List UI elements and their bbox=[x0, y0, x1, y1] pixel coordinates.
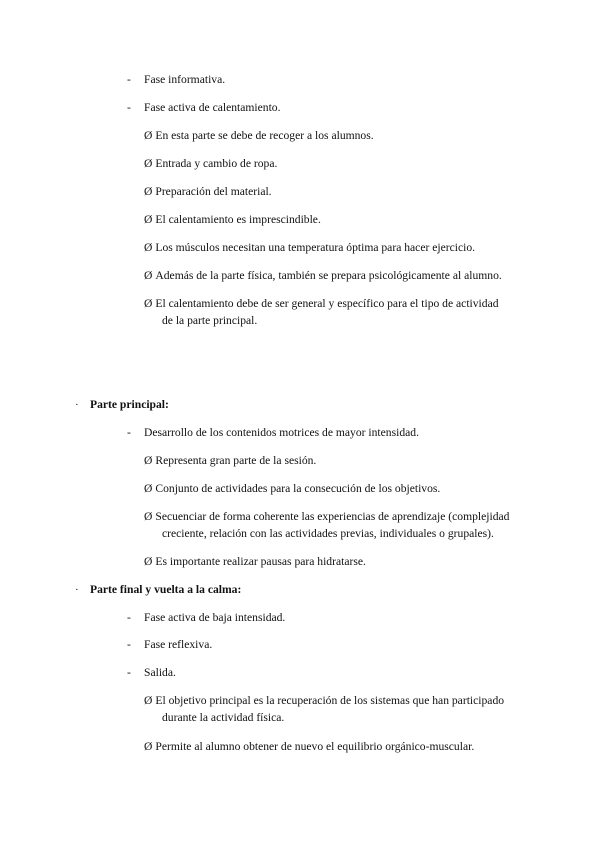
sub-list-item: Ø Permite al alumno obtener de nuevo el equilibrio orgánico-muscular. bbox=[144, 740, 475, 753]
sub-list-item-continuation: de la parte principal. bbox=[162, 314, 258, 327]
sub-list-item: Ø Los músculos necesitan una temperatura óptima para hacer ejercicio. bbox=[144, 241, 476, 254]
sub-list-item-continuation: durante la actividad física. bbox=[162, 711, 285, 724]
sub-list-item: Ø Conjunto de actividades para la consecución de los objetivos. bbox=[144, 482, 441, 495]
list-item: Salida. bbox=[144, 666, 176, 679]
dash-marker: - bbox=[127, 426, 131, 439]
sub-bullet-icon: Ø bbox=[144, 510, 153, 523]
list-item: Fase activa de baja intensidad. bbox=[144, 611, 286, 624]
sub-list-item-continuation: creciente, relación con las actividades previas, individuales o grupales). bbox=[162, 527, 494, 540]
section-heading: Parte final y vuelta a la calma: bbox=[90, 583, 242, 596]
section-heading: Parte principal: bbox=[90, 398, 169, 411]
sub-list-item: Ø Representa gran parte de la sesión. bbox=[144, 454, 317, 467]
list-item: Fase reflexiva. bbox=[144, 638, 213, 651]
sub-list-item: Ø El calentamiento debe de ser general y específico para el tipo de actividad bbox=[144, 297, 499, 310]
list-item: Fase informativa. bbox=[144, 73, 226, 86]
sub-bullet-icon: Ø bbox=[144, 269, 153, 282]
sub-list-item: Ø Además de la parte física, también se prepara psicológicamente al alumno. bbox=[144, 269, 502, 282]
sub-bullet-icon: Ø bbox=[144, 482, 153, 495]
sub-bullet-icon: Ø bbox=[144, 185, 153, 198]
sub-bullet-icon: Ø bbox=[144, 213, 153, 226]
sub-bullet-icon: Ø bbox=[144, 129, 153, 142]
sub-bullet-icon: Ø bbox=[144, 297, 153, 310]
sub-bullet-icon: Ø bbox=[144, 555, 153, 568]
sub-bullet-icon: Ø bbox=[144, 157, 153, 170]
sub-list-item: Ø Es importante realizar pausas para hidratarse. bbox=[144, 555, 366, 568]
dash-marker: - bbox=[127, 611, 131, 624]
list-item: Fase activa de calentamiento. bbox=[144, 101, 281, 114]
dash-marker: - bbox=[127, 666, 131, 679]
sub-bullet-icon: Ø bbox=[144, 454, 153, 467]
sub-bullet-icon: Ø bbox=[144, 740, 153, 753]
section-bullet-icon: · bbox=[75, 399, 79, 411]
sub-list-item: Ø El objetivo principal es la recuperación de los sistemas que han participado bbox=[144, 694, 505, 707]
dash-marker: - bbox=[127, 101, 131, 114]
sub-list-item: Ø Entrada y cambio de ropa. bbox=[144, 157, 278, 170]
sub-list-item: Ø El calentamiento es imprescindible. bbox=[144, 213, 321, 226]
dash-marker: - bbox=[127, 73, 131, 86]
sub-list-item: Ø Secuenciar de forma coherente las experiencias de aprendizaje (complejidad bbox=[144, 510, 510, 523]
sub-list-item: Ø Preparación del material. bbox=[144, 185, 272, 198]
sub-bullet-icon: Ø bbox=[144, 694, 153, 707]
sub-list-item: Ø En esta parte se debe de recoger a los alumnos. bbox=[144, 129, 374, 142]
dash-marker: - bbox=[127, 638, 131, 651]
section-bullet-icon: · bbox=[75, 584, 79, 596]
sub-bullet-icon: Ø bbox=[144, 241, 153, 254]
list-item: Desarrollo de los contenidos motrices de mayor intensidad. bbox=[144, 426, 419, 439]
